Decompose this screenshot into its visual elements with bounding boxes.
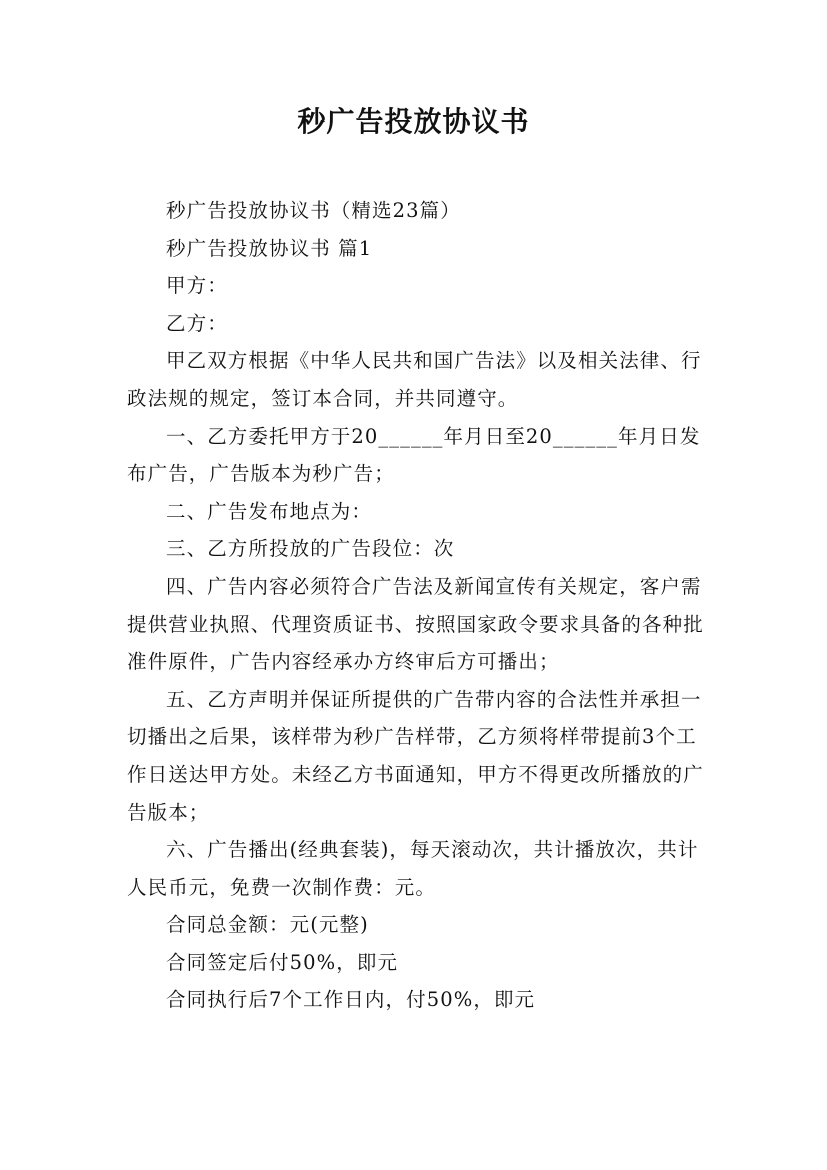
paragraph-total-amount: 合同总金额：元(元整)	[166, 913, 369, 937]
paragraph-clause-3: 三、乙方所投放的广告段位：次	[166, 537, 455, 561]
paragraph-section-heading: 秒广告投放协议书 篇1	[166, 236, 373, 260]
paragraph-payment-1: 合同签定后付50%，即元	[166, 950, 399, 974]
paragraph-subtitle: 秒广告投放协议书（精选23篇）	[166, 199, 461, 222]
paragraph-payment-2: 合同执行后7个工作日内，付50%，即元	[166, 988, 536, 1012]
paragraph-preamble: 甲乙双方根据《中华人民共和国广告法》以及相关法律、行政法规的规定，签订本合同，并共同遵守。	[127, 349, 702, 410]
paragraph-party-a: 甲方：	[166, 274, 228, 298]
document-body	[127, 192, 707, 1019]
paragraph-clause-4: 四、广告内容必须符合广告法及新闻宣传有关规定，客户需提供营业执照、代理资质证书、按照国家政令要求具备的各种批准件原件，广告内容经承办方终审后方可播出；	[127, 574, 704, 674]
paragraph-clause-2: 二、广告发布地点为：	[166, 499, 373, 523]
paragraph-clause-5: 五、乙方声明并保证所提供的广告带内容的合法性并承担一切播出之后果，该样带为秒广告样带，乙方须将样带提前3个工作日送达甲方处。未经乙方书面通知，甲方不得更改所播放的广告版本；	[127, 687, 704, 824]
paragraph-clause-1: 一、乙方委托甲方于20______年月日至20______年月日发布广告，广告版本为秒广告；	[127, 424, 701, 486]
paragraph-clause-6: 六、广告播出(经典套装)，每天滚动次，共计播放次，共计人民币元，免费一次制作费：元。	[127, 838, 699, 899]
paragraph-party-b: 乙方：	[166, 311, 228, 335]
document-title: 秒广告投放协议书	[297, 105, 530, 138]
